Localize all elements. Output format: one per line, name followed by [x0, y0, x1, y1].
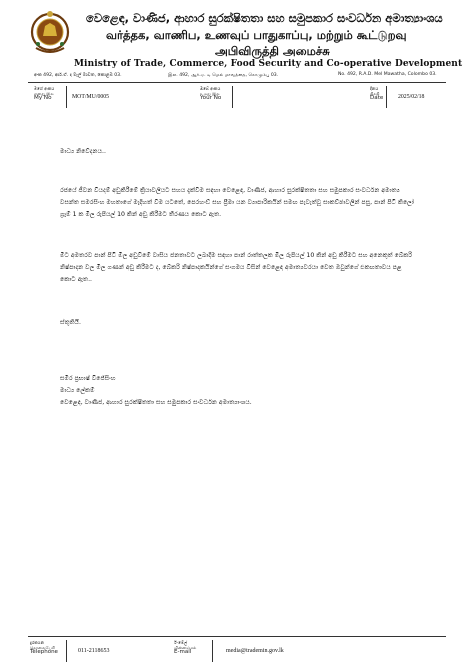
my-no-value: MOT/MU/0005 [72, 94, 110, 100]
telephone-label: දුරකථන தொலைபேசி Telephone [30, 640, 58, 655]
letter-salutation: මාධ්‍ය නිවේදනය.. [60, 148, 106, 155]
your-no-divider [232, 86, 233, 108]
government-emblem-icon [28, 8, 72, 58]
date-divider [386, 86, 387, 108]
letter-closing: ස්තූතියි. [60, 319, 81, 326]
signatory-title: මාධ්‍ය ලේකම් [60, 387, 95, 394]
date-value: 2025/02/18 [398, 94, 425, 100]
my-no-label: මගේ අංකය எனது இல My No [34, 86, 55, 101]
address-sinhala: අංක 492, ආර්.ඒ. ද මැල් මාවත, කොළඹ 03. [34, 73, 122, 78]
ministry-title-tamil: வர்த்தக, வாணிப, உணவுப் பாதுகாப்பு, மற்றும் கூட்டுறவு [106, 28, 407, 42]
telephone-divider [66, 640, 67, 662]
signatory-name: සමීර ප්‍රභාෂ් විජේසිංහ [60, 375, 116, 382]
ministry-title-english: Ministry of Trade, Commerce, Food Security and Co-operative Development [74, 59, 463, 69]
address-english: No. 492, R.A.D. Mel Mawatha, Colombo 03. [338, 72, 437, 77]
email-label: ඊ-මේල් மின்னஞ்சல் E-mail [174, 640, 197, 655]
letter-paragraph-1: රජයේ ජීවන වියදම් අඩුකිරීමේ ක්‍රියාවලියට සහය දැක්වීම සඳහා වෙළෙඳ, වාණිජ, ආහාර සුරක්ෂිතතා සහ සමුපකාර සංවර්ධන අමාත්‍ය වසන්ත සමරසිංහ මහතාගේ මැදිහත් වීම යටතේ, පෙරහංඩ් සහ ප්‍රීමා යන ව්‍යාපාරිකයින් සමඟ පැවැත්වූ සාකච්ඡාවලින් පසු, පාන් පිටි කිලෝ ග්‍රෑම් 1 ක මිල රුපියල් 10 කින් අඩු කිරීමට තීරණය කොට ඇත. [60, 187, 414, 218]
telephone-value: 011-2118653 [78, 648, 110, 654]
ministry-title-tamil-line2: அபிவிருத்தி அமைச்சு [215, 44, 330, 58]
footer-divider [28, 636, 446, 637]
letter-paragraph-2: මීට අමතරව පාන් පිටි මිල අඩුවීමේ වාසිය ජනතාවට ලබාදීම සඳහා පාන් රාත්තලක මිල රුපියල් 10 කින් අඩු කිරීමට සහ අනෙකුත් බේකරි නිෂ්පාදන වල මිල ගණන් අඩු කිරීමට ද, බේකරි නිෂ්පාදකයින්ගේ සංගමය විසින් වෙළෙඳ අමාත්‍යවරයා වෙත ඔවුන්ගේ එකඟතාවය පළ කොට ඇත.. [60, 252, 413, 283]
address-tamil: இல. 492, ஆர்.ஏ. டி மெல் மாவத்தை, கொழும்பு 03. [168, 73, 279, 78]
email-divider [212, 640, 213, 662]
date-label: දිනය திகதி Date [370, 86, 384, 101]
my-no-divider [66, 86, 67, 108]
header-divider [28, 82, 446, 83]
email-value[interactable]: media@trademin.gov.lk [226, 648, 284, 654]
ministry-title-sinhala: වෙළෙඳ, වාණිජ, ආහාර සුරක්ෂිතතා සහ සමුපකාර සංවර්ධන අමාත්‍යාංශය [86, 11, 443, 25]
signatory-organization: වෙළෙඳ, වාණිජ, ආහාර සුරක්ෂිතතා සහ සමුපකාර සංවර්ධන අමාත්‍යාංශය. [60, 399, 252, 406]
your-no-label: ඔබේ අංකය உமது இல Your No [200, 86, 222, 101]
